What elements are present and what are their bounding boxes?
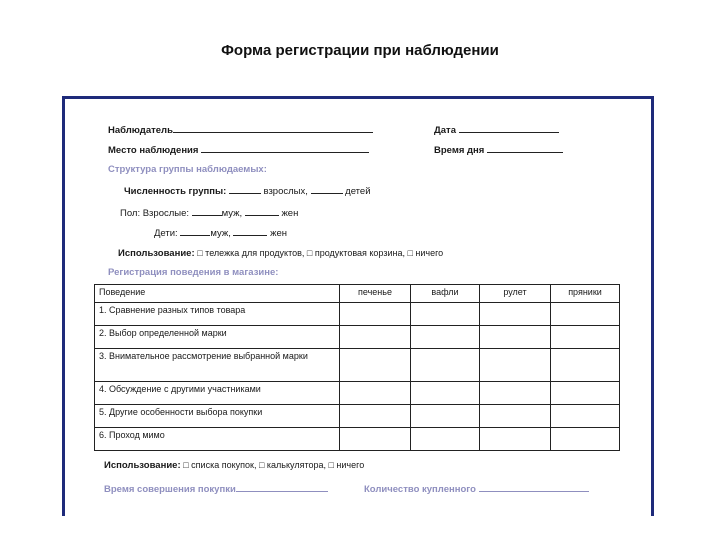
observer-label: Наблюдатель xyxy=(108,125,173,136)
kids-label: Дети: xyxy=(154,228,178,239)
table-cell[interactable] xyxy=(551,405,620,428)
group-section-title: Структура группы наблюдаемых: xyxy=(108,164,267,175)
purchase-time-label: Время совершения покупки xyxy=(104,484,236,495)
column-header-wafers: вафли xyxy=(411,285,480,303)
kids-female-word: жен xyxy=(270,228,288,239)
table-cell[interactable] xyxy=(551,382,620,405)
table-cell[interactable] xyxy=(411,382,480,405)
list-usage-label: Использование: xyxy=(104,460,181,471)
table-cell[interactable] xyxy=(480,382,551,405)
table-row xyxy=(95,428,620,451)
purchase-time-field[interactable] xyxy=(104,482,328,495)
table-row xyxy=(95,405,620,428)
table-cell[interactable] xyxy=(340,326,411,349)
table-cell[interactable] xyxy=(411,303,480,326)
behavior-label: 1. Сравнение разных типов товара xyxy=(95,303,340,326)
list-usage-row xyxy=(104,460,364,471)
table-row xyxy=(95,382,620,405)
table-cell[interactable] xyxy=(340,405,411,428)
behavior-label: 4. Обсуждение с другими участниками xyxy=(95,382,340,405)
gender-label: Пол: Взрослые: xyxy=(120,208,190,219)
cart-usage-label: Использование: xyxy=(118,248,195,259)
place-label: Место наблюдения xyxy=(108,145,199,156)
table-cell[interactable] xyxy=(411,405,480,428)
table-cell[interactable] xyxy=(480,326,551,349)
table-cell[interactable] xyxy=(411,428,480,451)
behavior-label: 5. Другие особенности выбора покупки xyxy=(95,405,340,428)
observer-field[interactable] xyxy=(108,123,373,136)
group-size-label: Численность группы: xyxy=(124,186,227,197)
column-header-behavior: Поведение xyxy=(95,285,340,303)
date-field[interactable] xyxy=(434,123,559,136)
place-field[interactable] xyxy=(108,143,369,156)
behavior-table xyxy=(94,284,620,451)
table-cell[interactable] xyxy=(480,405,551,428)
table-cell[interactable] xyxy=(551,326,620,349)
table-cell[interactable] xyxy=(551,428,620,451)
column-header-cookies: печенье xyxy=(340,285,411,303)
behavior-section-title: Регистрация поведения в магазине: xyxy=(108,267,279,278)
gender-kids-row xyxy=(154,226,287,239)
date-label: Дата xyxy=(434,125,456,136)
cart-usage-options[interactable]: □ тележка для продуктов, □ продуктовая корзина, □ ничего xyxy=(197,248,444,258)
table-cell[interactable] xyxy=(340,349,411,382)
cart-usage-row xyxy=(118,248,443,259)
male-word: муж, xyxy=(221,208,243,219)
table-cell[interactable] xyxy=(340,303,411,326)
behavior-label: 2. Выбор определенной марки xyxy=(95,326,340,349)
table-cell[interactable] xyxy=(480,428,551,451)
adult-male-field[interactable] xyxy=(192,206,222,216)
table-row xyxy=(95,303,620,326)
adults-count-field[interactable] xyxy=(229,184,261,194)
column-header-gingerbread: пряники xyxy=(551,285,620,303)
table-row xyxy=(95,326,620,349)
quantity-field[interactable] xyxy=(364,482,589,495)
table-header-row xyxy=(95,285,620,303)
group-size-row xyxy=(124,184,371,197)
table-row xyxy=(95,349,620,382)
adults-word: взрослых, xyxy=(263,186,308,197)
table-cell[interactable] xyxy=(551,349,620,382)
kids-male-word: муж, xyxy=(210,228,231,239)
adult-female-field[interactable] xyxy=(245,206,279,216)
quantity-label: Количество купленного xyxy=(364,484,476,495)
time-field[interactable] xyxy=(434,143,563,156)
table-cell[interactable] xyxy=(411,326,480,349)
column-header-roll: рулет xyxy=(480,285,551,303)
table-cell[interactable] xyxy=(480,303,551,326)
children-count-field[interactable] xyxy=(311,184,343,194)
kid-female-field[interactable] xyxy=(233,226,267,236)
female-word: жен xyxy=(281,208,299,219)
table-cell[interactable] xyxy=(340,382,411,405)
kid-male-field[interactable] xyxy=(180,226,210,236)
behavior-label: 6. Проход мимо xyxy=(95,428,340,451)
gender-adults-row xyxy=(120,206,298,219)
table-cell[interactable] xyxy=(480,349,551,382)
list-usage-options[interactable]: □ списка покупок, □ калькулятора, □ ничего xyxy=(183,460,365,470)
time-label: Время дня xyxy=(434,145,485,156)
behavior-label: 3. Внимательное рассмотрение выбранной марки xyxy=(95,349,340,382)
table-cell[interactable] xyxy=(551,303,620,326)
table-cell[interactable] xyxy=(411,349,480,382)
children-word: детей xyxy=(345,186,371,197)
table-cell[interactable] xyxy=(340,428,411,451)
page-title: Форма регистрации при наблюдении xyxy=(221,42,499,59)
